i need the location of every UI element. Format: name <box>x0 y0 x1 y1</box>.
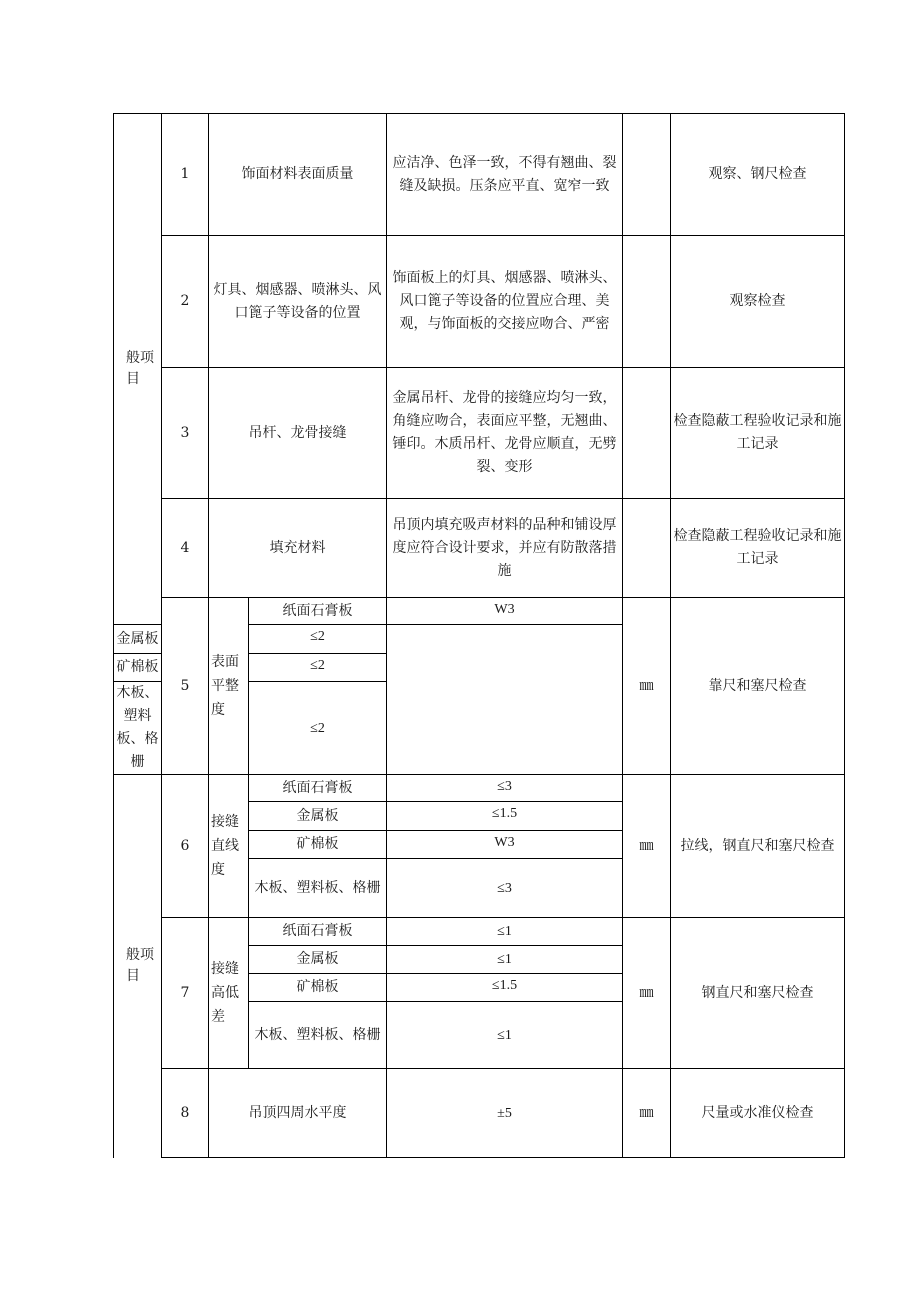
standard-text: 应洁净、色泽一致，不得有翘曲、裂缝及缺损。压条应平直、宽窄一致 <box>387 114 623 236</box>
table-row <box>114 775 845 802</box>
material-name: 纸面石膏板 <box>249 775 387 802</box>
table-row <box>114 918 845 946</box>
material-name: 木板、塑料板、格栅 <box>249 859 387 918</box>
tolerance-value: ≤3 <box>387 859 623 918</box>
unit-cell <box>623 368 671 499</box>
table-row <box>114 114 845 236</box>
table-row <box>114 499 845 598</box>
material-name: 金属板 <box>114 625 162 654</box>
tolerance-value: ≤2 <box>249 682 387 775</box>
row-number: 6 <box>162 775 209 918</box>
method-text: 检查隐蔽工程验收记录和施工记录 <box>671 368 845 499</box>
row-number: 5 <box>162 598 209 775</box>
tolerance-value: ≤1 <box>387 946 623 974</box>
row-number: 3 <box>162 368 209 499</box>
standard-text: 饰面板上的灯具、烟感器、喷淋头、风口篦子等设备的位置应合理、美观，与饰面板的交接应吻合、严密 <box>387 236 623 368</box>
material-name: 矿棉板 <box>249 831 387 859</box>
row-number: 1 <box>162 114 209 236</box>
tolerance-value: ≤1.5 <box>387 802 623 831</box>
standard-text: 吊顶内填充吸声材料的品种和铺设厚度应符合设计要求，并应有防散落措施 <box>387 499 623 598</box>
table-row <box>114 368 845 499</box>
unit-cell <box>623 114 671 236</box>
item-name: 表面 平整 度 <box>209 598 249 775</box>
material-name: 矿棉板 <box>114 654 162 682</box>
material-name: 金属板 <box>249 946 387 974</box>
table-row <box>114 1069 845 1158</box>
tolerance-value: W3 <box>387 831 623 859</box>
material-name: 矿棉板 <box>249 974 387 1002</box>
unit-cell: ㎜ <box>623 918 671 1069</box>
item-name: 吊杆、龙骨接缝 <box>209 368 387 499</box>
standard-text: 金属吊杆、龙骨的接缝应均匀一致，角缝应吻合，表面应平整，无翘曲、锤印。木质吊杆、龙骨应顺直，无劈裂、变形 <box>387 368 623 499</box>
tolerance-value: ≤3 <box>387 775 623 802</box>
method-text: 靠尺和塞尺检查 <box>671 598 845 775</box>
unit-cell: ㎜ <box>623 1069 671 1158</box>
tolerance-value: ≤2 <box>249 654 387 682</box>
material-name: 木板、塑料板、格栅 <box>249 1002 387 1069</box>
tolerance-value: ≤2 <box>249 625 387 654</box>
material-name: 纸面石膏板 <box>249 918 387 946</box>
section-cell <box>114 114 162 625</box>
item-name: 填充材料 <box>209 499 387 598</box>
method-text: 拉线，钢直尺和塞尺检查 <box>671 775 845 918</box>
tolerance-value: ≤1 <box>387 1002 623 1069</box>
section-cell <box>114 775 162 1158</box>
row-number: 8 <box>162 1069 209 1158</box>
row-number: 2 <box>162 236 209 368</box>
table-row <box>114 598 845 625</box>
method-text: 钢直尺和塞尺检查 <box>671 918 845 1069</box>
tolerance-value: ≤1 <box>387 918 623 946</box>
material-name: 纸面石膏板 <box>249 598 387 625</box>
method-text: 尺量或水准仪检查 <box>671 1069 845 1158</box>
material-name: 木板、塑料板、格栅 <box>114 682 162 775</box>
material-name: 金属板 <box>249 802 387 831</box>
method-text: 观察、钢尺检查 <box>671 114 845 236</box>
method-text: 观察检查 <box>671 236 845 368</box>
tolerance-value: ±5 <box>387 1069 623 1158</box>
unit-cell: ㎜ <box>623 775 671 918</box>
item-name: 吊顶四周水平度 <box>209 1069 387 1158</box>
item-name: 接缝 直线 度 <box>209 775 249 918</box>
table-row <box>114 236 845 368</box>
tolerance-value: ≤1.5 <box>387 974 623 1002</box>
section-label: 般项目 <box>126 350 154 387</box>
item-name: 接缝 高低 差 <box>209 918 249 1069</box>
item-name: 饰面材料表面质量 <box>209 114 387 236</box>
acceptance-table <box>113 113 845 1158</box>
row-number: 4 <box>162 499 209 598</box>
row-number: 7 <box>162 918 209 1069</box>
unit-cell <box>623 499 671 598</box>
tolerance-value: W3 <box>387 598 623 625</box>
section-label: 般项目 <box>126 947 154 985</box>
unit-cell <box>623 236 671 368</box>
unit-cell: ㎜ <box>623 598 671 775</box>
method-text: 检查隐蔽工程验收记录和施工记录 <box>671 499 845 598</box>
item-name: 灯具、烟感器、喷淋头、风口篦子等设备的位置 <box>209 236 387 368</box>
